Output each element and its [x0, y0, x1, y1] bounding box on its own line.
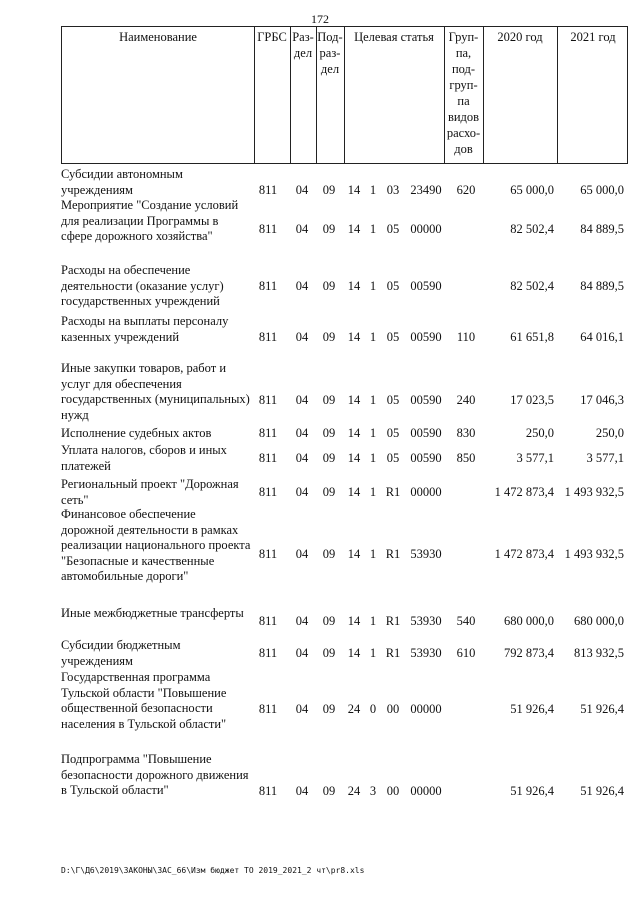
- row-cs4: 00590: [410, 426, 442, 440]
- row-cs4: 00000: [410, 702, 442, 716]
- row-cs2: 1: [369, 451, 377, 465]
- row-cs1: 14: [347, 485, 361, 499]
- row-name: Расходы на выплаты персоналу казенных учреждений: [61, 314, 229, 344]
- row-cs3: 05: [386, 426, 400, 440]
- row-grbs: 811: [258, 784, 278, 798]
- row-2020: 1 472 873,4: [494, 547, 554, 561]
- row-vr: 830: [456, 426, 476, 440]
- row-cs1: 14: [347, 330, 361, 344]
- row-cs3: 00: [386, 702, 400, 716]
- row-2020: 82 502,4: [510, 279, 554, 293]
- row-grbs: 811: [258, 451, 278, 465]
- row-name: Подпрограмма "Повышение безопасности дорожного движения в Тульской области": [61, 752, 249, 797]
- row-razdel: 04: [295, 222, 309, 236]
- row-2020: 1 472 873,4: [494, 485, 554, 499]
- row-2021: 84 889,5: [580, 279, 624, 293]
- row-cs3: R1: [385, 614, 401, 628]
- row-name: Субсидии бюджетным учреждениям: [61, 638, 181, 668]
- row-podrazdel: 09: [322, 222, 336, 236]
- row-cs3: 05: [386, 330, 400, 344]
- row-razdel: 04: [295, 393, 309, 407]
- row-podrazdel: 09: [322, 426, 336, 440]
- row-cs2: 1: [369, 330, 377, 344]
- row-grbs: 811: [258, 393, 278, 407]
- row-cs4: 23490: [410, 183, 442, 197]
- row-cs1: 14: [347, 426, 361, 440]
- row-cs3: R1: [385, 547, 401, 561]
- row-podrazdel: 09: [322, 646, 336, 660]
- row-cs2: 0: [369, 702, 377, 716]
- row-grbs: 811: [258, 614, 278, 628]
- row-cs1: 14: [347, 451, 361, 465]
- row-cs1: 14: [347, 183, 361, 197]
- row-cs4: 53930: [410, 547, 442, 561]
- row-cs2: 1: [369, 485, 377, 499]
- row-cs2: 1: [369, 614, 377, 628]
- row-podrazdel: 09: [322, 451, 336, 465]
- row-cs3: 05: [386, 451, 400, 465]
- row-cs4: 53930: [410, 646, 442, 660]
- row-grbs: 811: [258, 426, 278, 440]
- row-razdel: 04: [295, 614, 309, 628]
- row-vr: 540: [456, 614, 476, 628]
- row-2020: 51 926,4: [510, 702, 554, 716]
- row-cs2: 1: [369, 646, 377, 660]
- row-cs1: 14: [347, 614, 361, 628]
- row-cs2: 1: [369, 222, 377, 236]
- row-podrazdel: 09: [322, 614, 336, 628]
- header-2021: 2021 год: [570, 30, 616, 44]
- row-podrazdel: 09: [322, 784, 336, 798]
- row-vr: 620: [456, 183, 476, 197]
- row-podrazdel: 09: [322, 547, 336, 561]
- row-cs1: 24: [347, 784, 361, 798]
- row-podrazdel: 09: [322, 330, 336, 344]
- row-2021: 65 000,0: [580, 183, 624, 197]
- row-razdel: 04: [295, 784, 309, 798]
- row-2020: 82 502,4: [510, 222, 554, 236]
- row-2021: 813 932,5: [574, 646, 624, 660]
- row-name: Региональный проект "Дорожная сеть": [61, 477, 239, 507]
- row-cs1: 14: [347, 393, 361, 407]
- table-header: [61, 26, 628, 164]
- row-cs2: 1: [369, 547, 377, 561]
- row-vr: 240: [456, 393, 476, 407]
- row-2021: 64 016,1: [580, 330, 624, 344]
- row-cs1: 14: [347, 646, 361, 660]
- header-celevaya: Целевая статья: [354, 30, 434, 44]
- row-name: Субсидии автономным учреждениям: [61, 167, 183, 197]
- row-razdel: 04: [295, 279, 309, 293]
- row-grbs: 811: [258, 485, 278, 499]
- row-grbs: 811: [258, 183, 278, 197]
- row-razdel: 04: [295, 646, 309, 660]
- header-name: Наименование: [119, 30, 197, 44]
- row-cs1: 14: [347, 279, 361, 293]
- header-podrazdel: Под- раз- дел: [317, 30, 343, 76]
- row-name: Иные межбюджетные трансферты: [61, 606, 244, 620]
- row-2021: 17 046,3: [580, 393, 624, 407]
- row-cs2: 1: [369, 279, 377, 293]
- row-podrazdel: 09: [322, 485, 336, 499]
- row-grbs: 811: [258, 547, 278, 561]
- row-cs3: 00: [386, 784, 400, 798]
- row-grbs: 811: [258, 646, 278, 660]
- row-name: Финансовое обеспечение дорожной деятельности в рамках реализации национального проекта "Безопасные и качественные автомобильные дороги": [61, 507, 251, 583]
- file-path-footer: D:\Г\Д6\2019\ЗАКОНЫ\ЗАС_66\Изм бюджет ТО 2019_2021_2 чт\pr8.xls: [61, 866, 365, 875]
- row-cs3: 03: [386, 183, 400, 197]
- row-vr: 110: [456, 330, 476, 344]
- row-cs2: 1: [369, 426, 377, 440]
- row-cs3: R1: [385, 485, 401, 499]
- row-cs1: 14: [347, 547, 361, 561]
- row-grbs: 811: [258, 279, 278, 293]
- row-razdel: 04: [295, 485, 309, 499]
- row-2021: 1 493 932,5: [564, 485, 624, 499]
- header-razdel: Раз- дел: [292, 30, 314, 60]
- row-name: Государственная программа Тульской области "Повышение общественной безопасности населения в Тульской области": [61, 670, 227, 731]
- row-razdel: 04: [295, 426, 309, 440]
- header-2020: 2020 год: [497, 30, 543, 44]
- row-cs3: 05: [386, 222, 400, 236]
- row-name: Исполнение судебных актов: [61, 426, 212, 440]
- header-grbs: ГРБС: [257, 30, 287, 44]
- row-2020: 61 651,8: [510, 330, 554, 344]
- page-number: 172: [311, 12, 329, 26]
- row-grbs: 811: [258, 330, 278, 344]
- row-cs3: 05: [386, 279, 400, 293]
- row-2020: 51 926,4: [510, 784, 554, 798]
- row-podrazdel: 09: [322, 183, 336, 197]
- row-podrazdel: 09: [322, 702, 336, 716]
- row-2021: 51 926,4: [580, 784, 624, 798]
- row-razdel: 04: [295, 547, 309, 561]
- row-cs4: 00590: [410, 279, 442, 293]
- row-cs4: 00590: [410, 330, 442, 344]
- row-cs1: 14: [347, 222, 361, 236]
- row-2021: 3 577,1: [586, 451, 624, 465]
- row-razdel: 04: [295, 702, 309, 716]
- row-name: Мероприятие "Создание условий для реализации Программы в сфере дорожного хозяйства": [61, 198, 239, 243]
- row-vr: 850: [456, 451, 476, 465]
- row-2021: 51 926,4: [580, 702, 624, 716]
- row-name: Расходы на обеспечение деятельности (оказание услуг) государственных учреждений: [61, 263, 224, 308]
- row-2020: 65 000,0: [510, 183, 554, 197]
- row-cs4: 00000: [410, 784, 442, 798]
- row-cs4: 53930: [410, 614, 442, 628]
- row-cs2: 1: [369, 183, 377, 197]
- row-2020: 250,0: [525, 426, 554, 440]
- row-cs1: 24: [347, 702, 361, 716]
- row-2021: 680 000,0: [574, 614, 624, 628]
- row-grbs: 811: [258, 222, 278, 236]
- row-vr: 610: [456, 646, 476, 660]
- row-name: Уплата налогов, сборов и иных платежей: [61, 443, 227, 473]
- row-cs4: 00590: [410, 393, 442, 407]
- row-cs4: 00590: [410, 451, 442, 465]
- row-cs3: 05: [386, 393, 400, 407]
- row-2020: 17 023,5: [510, 393, 554, 407]
- row-cs2: 3: [369, 784, 377, 798]
- header-gruppa: Груп- па, под- груп- па видов расхо- дов: [446, 30, 481, 156]
- row-2020: 3 577,1: [516, 451, 554, 465]
- row-2021: 250,0: [595, 426, 624, 440]
- row-grbs: 811: [258, 702, 278, 716]
- row-cs3: R1: [385, 646, 401, 660]
- row-cs2: 1: [369, 393, 377, 407]
- row-name: Иные закупки товаров, работ и услуг для обеспечения государственных (муниципальных) нужд: [61, 361, 250, 422]
- row-2021: 1 493 932,5: [564, 547, 624, 561]
- row-razdel: 04: [295, 183, 309, 197]
- row-2020: 680 000,0: [504, 614, 554, 628]
- row-razdel: 04: [295, 451, 309, 465]
- row-podrazdel: 09: [322, 393, 336, 407]
- row-2020: 792 873,4: [504, 646, 554, 660]
- row-podrazdel: 09: [322, 279, 336, 293]
- row-cs4: 00000: [410, 485, 442, 499]
- row-cs4: 00000: [410, 222, 442, 236]
- row-2021: 84 889,5: [580, 222, 624, 236]
- row-razdel: 04: [295, 330, 309, 344]
